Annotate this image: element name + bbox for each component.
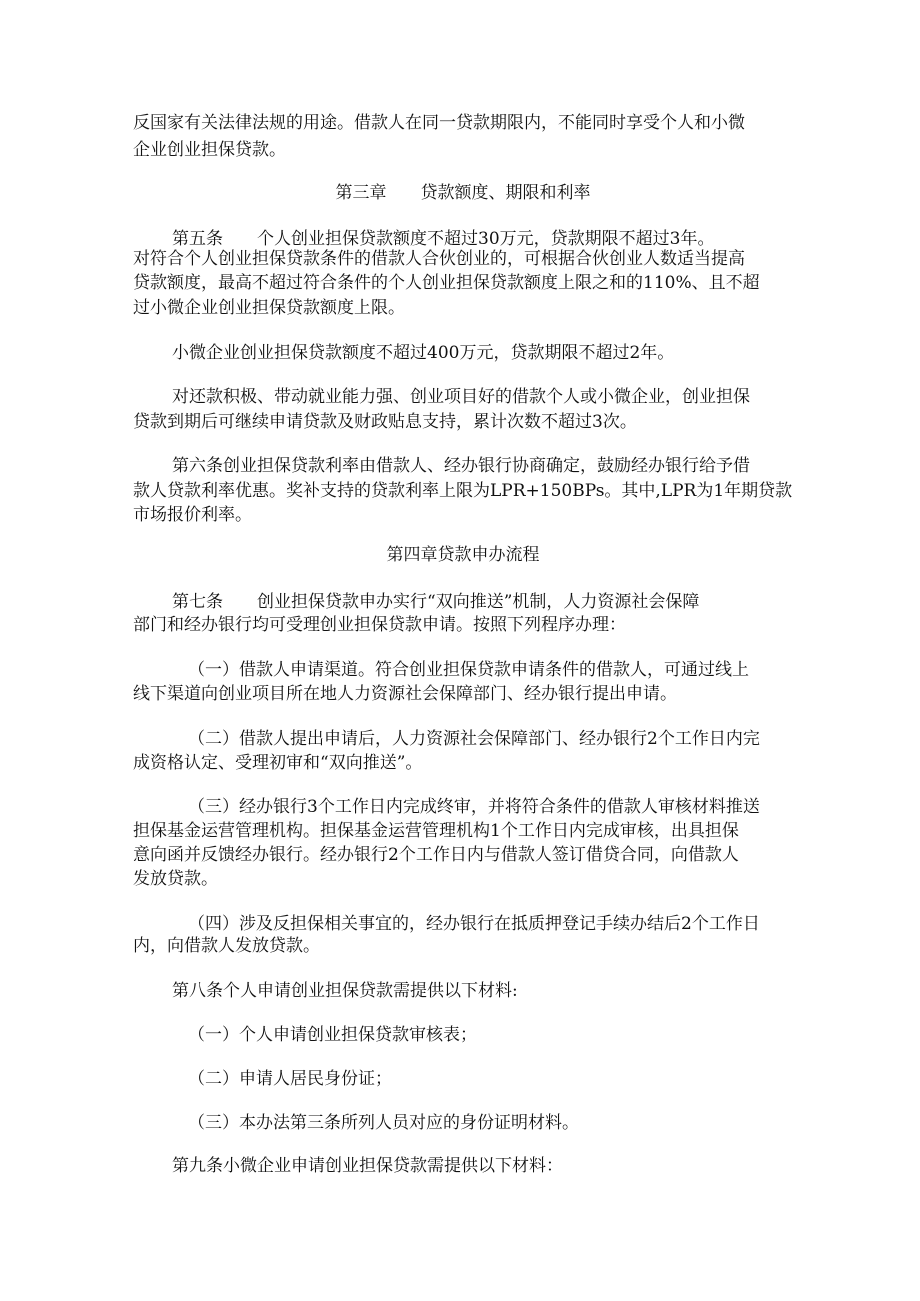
list-item: （三）本办法第三条所列人员对应的身份证明材料。 [188,1113,579,1133]
paragraph-line: 小微企业创业担保贷款额度不超过400万元，贷款期限不超过2年。 [172,343,675,363]
article-line: 第八条个人申请创业担保贷款需提供以下材料: [172,981,518,1001]
text-line: 对符合个人创业担保贷款条件的借款人合伙创业的，可根据合伙创业人数适当提高 [133,249,745,269]
text-line: 内，向借款人发放贷款。 [133,936,320,956]
text-line: 企业创业担保贷款。 [133,140,286,160]
list-item: （三）经办银行3个工作日内完成终审，并将符合条件的借款人审核材料推送 [188,797,760,817]
text-line: 款人贷款利率优惠。奖补支持的贷款利率上限为LPR+150BPs。其中,LPR为1年期贷款 [133,481,793,501]
text-line: 成资格认定、受理初审和“双向推送”。 [133,753,423,773]
text-line: 反国家有关法律法规的用途。借款人在同一贷款期限内，不能同时享受个人和小微 [133,113,745,133]
article-line: 第五条 个人创业担保贷款额度不超过30万元，贷款期限不超过3年。 [172,229,715,249]
list-item: （四）涉及反担保相关事宜的，经办银行在抵质押登记手续办结后2个工作日 [188,914,760,934]
article-line: 第九条小微企业申请创业担保贷款需提供以下材料： [172,1156,563,1176]
chapter-title: 第三章 贷款额度、期限和利率 [335,183,591,203]
text-line: 贷款到期后可继续申请贷款及财政贴息支持，累计次数不超过3次。 [133,412,637,432]
text-line: 担保基金运营管理机构。担保基金运营管理机构1个工作日内完成审核，出具担保 [133,821,739,841]
chapter-title: 第四章贷款申办流程 [386,545,540,565]
text-line: 贷款额度，最高不超过符合条件的个人创业担保贷款额度上限之和的110%、且不超 [133,273,760,293]
article-line: 第七条 创业担保贷款申办实行“双向推送”机制，人力资源社会保障 [172,592,700,612]
text-line: 市场报价利率。 [133,505,252,525]
paragraph-line: 对还款积极、带动就业能力强、创业项目好的借款个人或小微企业，创业担保 [172,387,750,407]
list-item: （二）申请人居民身份证； [188,1069,392,1089]
article-line: 第六条创业担保贷款利率由借款人、经办银行协商确定，鼓励经办银行给予借 [172,456,750,476]
text-line: 意向函并反馈经办银行。经办银行2个工作日内与借款人签订借贷合同，向借款人 [133,845,739,865]
list-item: （一）个人申请创业担保贷款审核表； [188,1025,477,1045]
text-line: 线下渠道向创业项目所在地人力资源社会保障部门、经办银行提出申请。 [133,684,677,704]
text-line: 部门和经办银行均可受理创业担保贷款申请。按照下列程序办理： [133,615,626,635]
list-item: （二）借款人提出申请后，人力资源社会保障部门、经办银行2个工作日内完 [188,729,760,749]
text-line: 过小微企业创业担保贷款额度上限。 [133,298,405,318]
text-line: 发放贷款。 [133,869,218,889]
list-item: （一）借款人申请渠道。符合创业担保贷款申请条件的借款人，可通过线上 [188,660,749,680]
